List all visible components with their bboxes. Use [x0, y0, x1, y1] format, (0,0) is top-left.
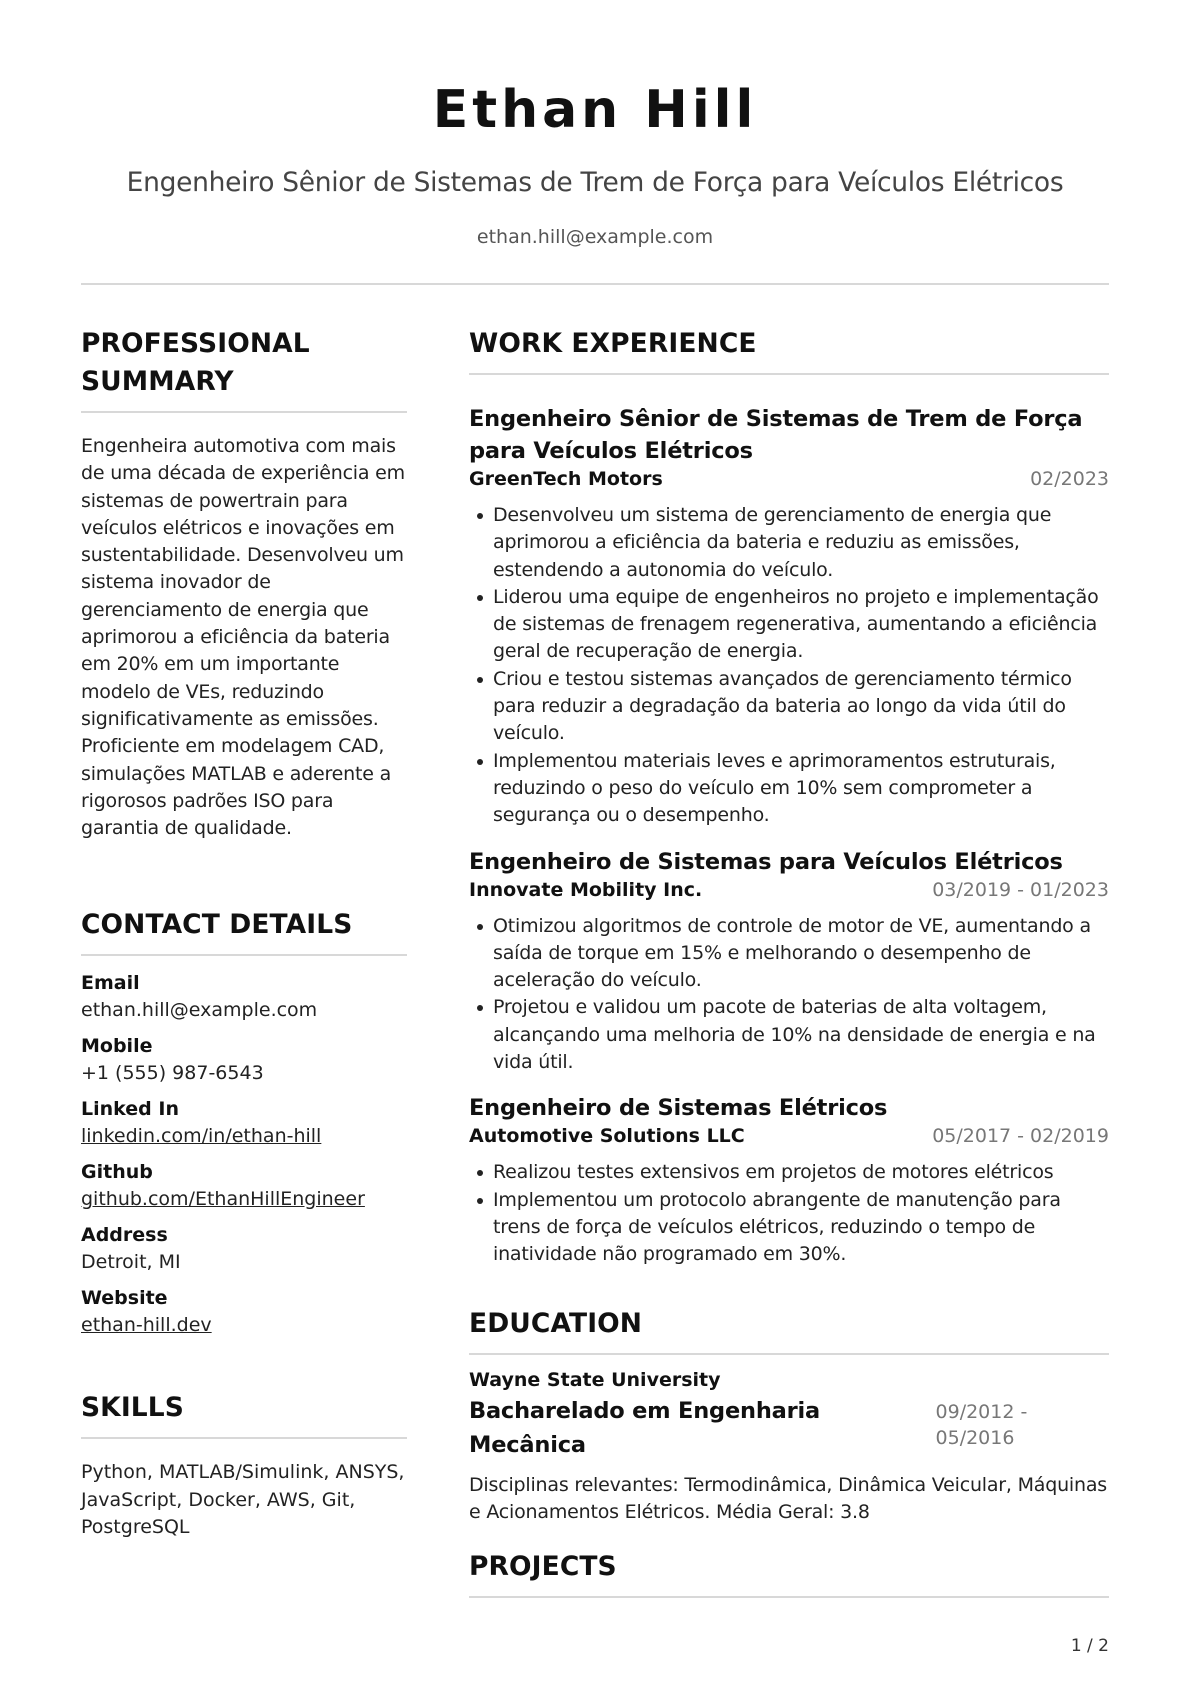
bullet-item	[469, 584, 1109, 666]
job-meta	[469, 466, 1109, 492]
summary-text: Engenheira automotiva com mais de uma década de experiência em sistemas de powertrain para veículos elétricos e inovações em sustentabilidade. Desenvolveu um sistema inovador de gerenciamento de energia que aprimorou a eficiência da bateria em 20% em um importante modelo de VEs, reduzindo significativamente as emissões. Proficiente em modelagem CAD, simulações MATLAB e aderente a rigorosos padrões ISO para garantia de qualidade.	[81, 435, 405, 840]
section-divider	[81, 1437, 407, 1439]
contact-address-value: Detroit, MI	[81, 1251, 181, 1274]
section-divider	[469, 373, 1109, 375]
contact-website	[81, 1285, 407, 1339]
bullet-item	[469, 1159, 1109, 1186]
right-column	[469, 325, 1109, 1598]
header-divider	[81, 283, 1109, 285]
contact-label: Address	[81, 1224, 168, 1247]
job-bullets	[469, 913, 1109, 1077]
company-name: Innovate Mobility Inc.	[469, 878, 703, 901]
projects-heading: PROJECTS	[469, 1551, 617, 1583]
contact-email-value[interactable]: ethan.hill@example.com	[81, 999, 318, 1022]
education-dates: 09/2012 - 05/2016	[935, 1400, 1028, 1449]
contact-mobile-value: +1 (555) 987-6543	[81, 1062, 264, 1085]
company-name: Automotive Solutions LLC	[469, 1125, 745, 1148]
left-column	[81, 325, 407, 1541]
job-dates: 05/2017 - 02/2019	[932, 1125, 1109, 1148]
skills-heading: SKILLS	[81, 1392, 184, 1424]
education-description: Disciplinas relevantes: Termodinâmica, Dinâmica Veicular, Máquinas e Acionamentos Elétricos. Média Geral: 3.8	[469, 1473, 1107, 1523]
skills-text: Python, MATLAB/Simulink, ANSYS, JavaScript, Docker, AWS, Git, PostgreSQL	[81, 1461, 405, 1539]
bullet-icon	[477, 595, 483, 601]
contact-github	[81, 1159, 407, 1213]
section-divider	[81, 954, 407, 956]
bullet-icon	[477, 677, 483, 683]
contact-email	[81, 970, 407, 1024]
bullet-item	[469, 994, 1109, 1076]
degree-title: Bacharelado em Engenharia Mecânica	[469, 1397, 821, 1458]
contact-label: Email	[81, 972, 140, 995]
company-name: GreenTech Motors	[469, 468, 663, 490]
job-meta	[469, 877, 1109, 903]
bullet-text: Realizou testes extensivos em projetos de motores elétricos	[493, 1161, 1054, 1184]
job-title: Engenheiro de Sistemas Elétricos	[469, 1095, 888, 1122]
bullet-icon	[477, 513, 483, 519]
bullet-text: Criou e testou sistemas avançados de gerenciamento térmico para reduzir a degradação da bateria ao longo da vida útil do veículo.	[493, 667, 1072, 745]
bullet-text: Otimizou algoritmos de controle de motor de VE, aumentando a saída de torque em 15% e melhorando o desempenho de aceleração do veículo.	[493, 914, 1091, 992]
job-meta	[469, 1123, 1109, 1149]
job-title: Engenheiro de Sistemas para Veículos Elétricos	[469, 848, 1063, 875]
page-number: 1 / 2	[1070, 1636, 1109, 1656]
skills-section	[81, 1389, 407, 1541]
contact-linkedin	[81, 1096, 407, 1150]
bullet-icon	[477, 1005, 483, 1011]
job-entry	[469, 403, 1109, 830]
contact-label: Website	[81, 1287, 168, 1310]
section-divider	[469, 1353, 1109, 1355]
education-heading: EDUCATION	[469, 1307, 643, 1339]
website-link[interactable]: ethan-hill.dev	[81, 1314, 212, 1337]
bullet-item	[469, 502, 1109, 584]
education-section	[469, 1305, 1109, 1527]
summary-section	[81, 325, 407, 842]
github-link[interactable]: github.com/EthanHillEngineer	[81, 1188, 365, 1211]
job-entry	[469, 846, 1109, 1077]
candidate-title: Engenheiro Sênior de Sistemas de Trem de Força para Veículos Elétricos	[126, 167, 1064, 198]
bullet-item	[469, 748, 1109, 830]
contact-heading: CONTACT DETAILS	[81, 909, 353, 941]
job-dates: 02/2023	[1030, 468, 1109, 490]
summary-heading: PROFESSIONAL SUMMARY	[81, 328, 310, 397]
job-bullets	[469, 502, 1109, 830]
bullet-text: Projetou e validou um pacote de baterias de alta voltagem, alcançando uma melhoria de 10% na densidade de energia e na vida útil.	[493, 996, 1096, 1074]
job-entry	[469, 1092, 1109, 1268]
contact-section	[81, 906, 407, 1339]
bullet-icon	[477, 759, 483, 765]
school-name: Wayne State University	[469, 1368, 721, 1391]
bullet-icon	[477, 1198, 483, 1204]
contact-label: Linked In	[81, 1098, 179, 1121]
candidate-name: Ethan Hill	[432, 80, 758, 140]
bullet-text: Implementou um protocolo abrangente de manutenção para trens de força de veículos elétricos, reduzindo o tempo de inatividade não programado em 30%.	[493, 1188, 1061, 1266]
bullet-item	[469, 666, 1109, 748]
header-email[interactable]: ethan.hill@example.com	[476, 226, 714, 248]
contact-label: Mobile	[81, 1035, 153, 1058]
projects-section	[469, 1548, 1109, 1598]
contact-address	[81, 1222, 407, 1276]
section-divider	[81, 411, 407, 413]
bullet-item	[469, 913, 1109, 995]
bullet-icon	[477, 1170, 483, 1176]
bullet-text: Liderou uma equipe de engenheiros no projeto e implementação de sistemas de frenagem regenerativa, aumentando a eficiência geral de recuperação de energia.	[493, 585, 1099, 663]
section-divider	[469, 1596, 1109, 1598]
experience-heading: WORK EXPERIENCE	[469, 328, 757, 359]
job-dates: 03/2019 - 01/2023	[932, 878, 1109, 901]
job-bullets	[469, 1159, 1109, 1268]
contact-mobile	[81, 1033, 407, 1087]
bullet-item	[469, 1187, 1109, 1269]
contact-label: Github	[81, 1161, 153, 1184]
bullet-icon	[477, 924, 483, 930]
degree-row	[469, 1394, 1109, 1462]
contact-list	[81, 970, 407, 1339]
experience-section	[469, 325, 1109, 1269]
bullet-text: Desenvolveu um sistema de gerenciamento de energia que aprimorou a eficiência da bateria e reduziu as emissões, estendendo a autonomia do veículo.	[493, 504, 1052, 581]
linkedin-link[interactable]: linkedin.com/in/ethan-hill	[81, 1125, 322, 1148]
bullet-text: Implementou materiais leves e aprimoramentos estruturais, reduzindo o peso do veículo em 10% sem comprometer a segurança ou o desempenho.	[493, 749, 1056, 827]
job-title: Engenheiro Sênior de Sistemas de Trem de Força para Veículos Elétricos	[469, 406, 1083, 464]
